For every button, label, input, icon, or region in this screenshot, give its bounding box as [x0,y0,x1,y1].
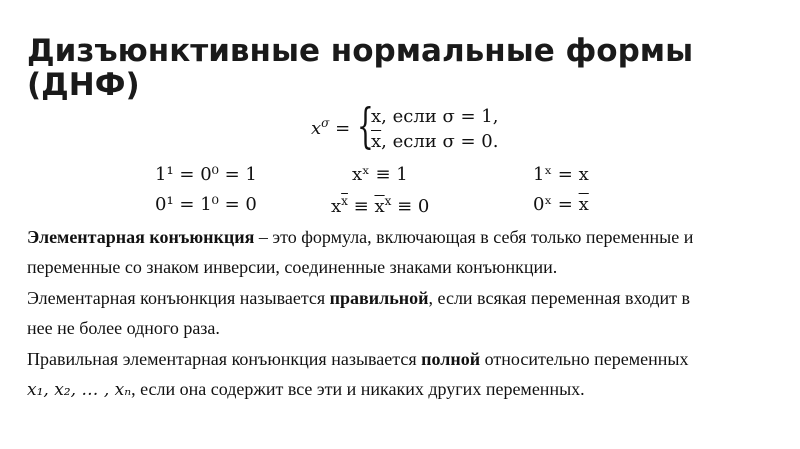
variable-list: x₁, x₂, … , xₙ [27,380,132,400]
paragraph-3-line-2: x₁, x₂, … , xₙ, если она содержит все эти и никаких других переменных. [27,379,585,400]
title-line-1: Дизъюнктивные нормальные формы [27,33,694,69]
slide-title [27,34,693,102]
definition-case-1: x, если σ = 1, [371,106,499,127]
definition-case-2: $\overline{x}$, если σ = 0. [371,131,499,152]
title-line-2: (ДНФ) [27,67,140,103]
definition-lhs: $x^\sigma$ = [311,116,351,139]
identity-r2c1: 0¹ = 1⁰ = 0 [155,194,257,215]
left-brace: { [357,98,374,154]
paragraph-2-line-2: нее не более одного раза. [27,318,220,338]
paragraph-1-line-2: переменные со знаком инверсии, соединенные знаками конъюнкции. [27,257,558,277]
identity-r1c1: 1¹ = 0⁰ = 1 [155,164,257,185]
identity-r2c3: 0ˣ = $\overline{x}$ [533,194,589,215]
paragraph-3-line-1: Правильная элементарная конъюнкция называется полной относительно переменных [27,349,689,369]
identity-r2c2: $x^{\overline{x}} \equiv \overline{x}^x \equiv 0$ [331,194,430,217]
paragraph-1-line-1: Элементарная конъюнкция – это формула, включающая в себя только переменные и [27,227,694,247]
identity-r1c3: 1ˣ = x [533,164,589,185]
identity-r1c2: xˣ ≡ 1 [352,164,408,185]
paragraph-2-line-1: Элементарная конъюнкция называется правильной, если всякая переменная входит в [27,288,690,308]
